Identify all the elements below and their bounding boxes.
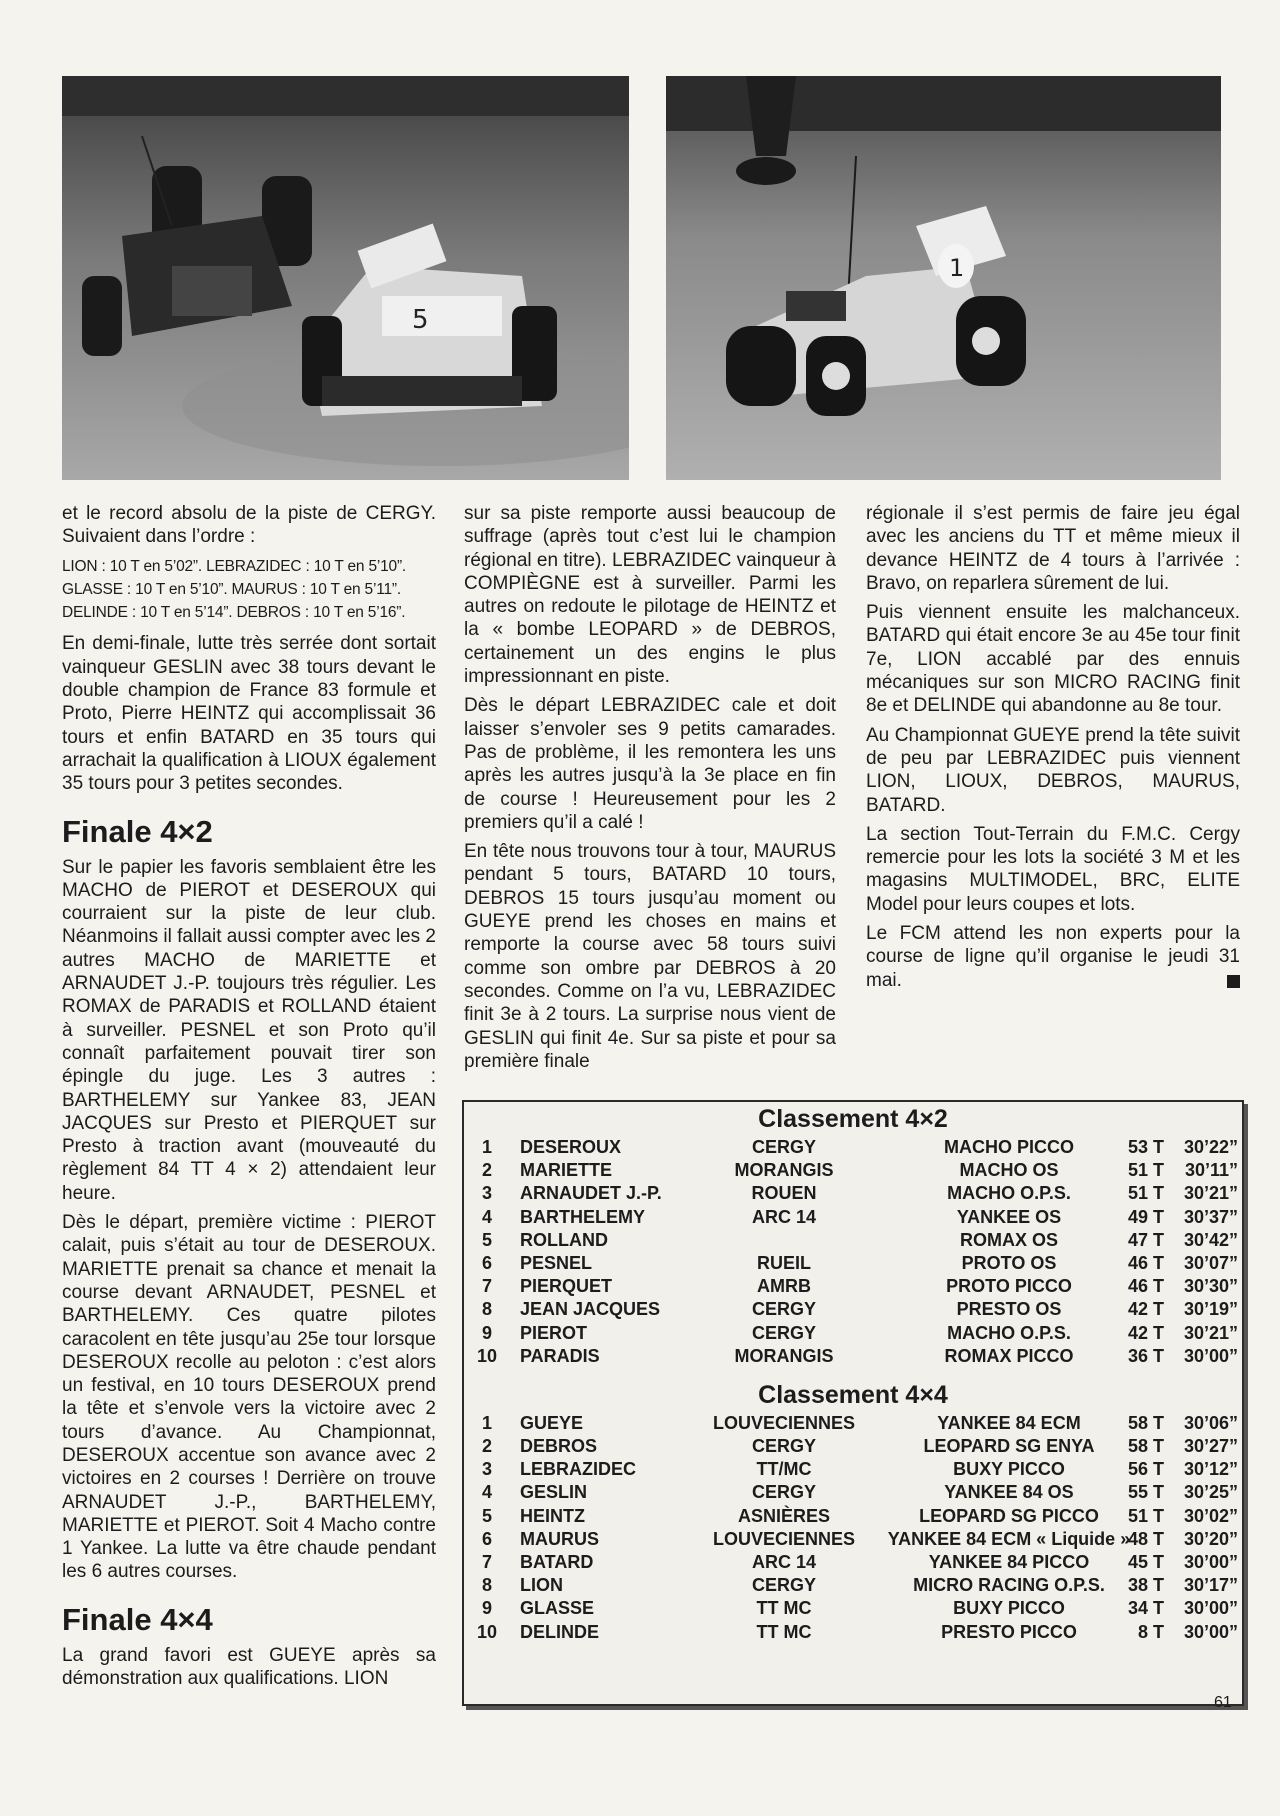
time-cell: 30’37” — [1183, 1206, 1238, 1227]
name-cell: DELINDE — [520, 1621, 600, 1642]
name-cell: BATARD — [520, 1552, 594, 1572]
name-cell: PIEROT — [520, 1322, 588, 1343]
club-cell: CERGY — [751, 1436, 816, 1457]
laps-cell: 51 T — [1127, 1183, 1164, 1204]
rank-cell: 2 — [481, 1160, 492, 1181]
time-cell: 30’21” — [1183, 1183, 1238, 1204]
end-of-article-mark — [1227, 975, 1240, 988]
rank-cell: 6 — [481, 1528, 492, 1549]
club-cell: ASNIÈRES — [737, 1505, 831, 1526]
heading-finale-4x2: Finale 4×2 — [62, 813, 213, 849]
time-cell: 30’12” — [1183, 1459, 1238, 1480]
paragraph: Sur le papier les favoris semblaient être les MACHO de PIEROT et DESEROUX qui courraient sur la piste de leur club. Néanmoins il fallait aussi compter avec les 2 autres MACHO de MARIETTE et ARNAUDET J.-P. toujours très régulier. Les ROMAX de PARADIS et ROLLAND étaient à surveiller. PESNEL et son Proto qu’il connaît parfaitement pouvait tirer son épingle du juge. Les 3 autres : BARTHELEMY sur Yankee 83, JEAN JACQUES sur Presto et PIERQUET sur Presto à traction avant (mouveauté du règlement 84 TT 4 × 2) attendaient leur heure. — [62, 856, 436, 1204]
table-row — [464, 1252, 1242, 1275]
page-number: 61 — [1214, 1694, 1232, 1711]
rank-cell: 5 — [481, 1229, 492, 1250]
rank-cell: 10 — [476, 1345, 498, 1366]
club-cell: AMRB — [757, 1276, 811, 1297]
qualification-line: GLASSE : 10 T en 5’10”. MAURUS : 10 T en 5’11”. — [62, 580, 401, 598]
name-cell: DEBROS — [520, 1436, 598, 1457]
time-cell: 30’22” — [1183, 1137, 1238, 1157]
laps-cell: 49 T — [1127, 1206, 1164, 1227]
paragraph: Dès le départ, première victime : PIEROT calait, puis s’était au tour de DESEROUX. MARIETTE prenait sa chance et menait la course devant ARNAUDET, PESNEL et BARTHELEMY. Ces quatre pilotes caracolent en tête jusqu’au 25e tour lorsque DESEROUX recolle au peloton : c’est alors un festival, en 10 tours DESEROUX prend la tête et s’envole vers la victoire avec 2 tours d’avance. Au Championnat, DESEROUX accentue son avance avec 2 victoires en 2 courses ! Derrière on trouve ARNAUDET J.-P., BARTHELEMY, MARIETTE et PIEROT. Soit 4 Macho contre 1 Yankee. La lutte va être chaude pendant les 6 autres courses. — [62, 1212, 436, 1583]
table-row — [464, 1275, 1242, 1298]
laps-cell: 58 T — [1127, 1412, 1164, 1433]
model-cell: LEOPARD SG ENYA — [923, 1436, 1095, 1457]
model-cell: MACHO O.P.S. — [947, 1183, 1071, 1204]
club-cell: CERGY — [751, 1575, 816, 1596]
time-cell: 30’42” — [1183, 1229, 1238, 1250]
name-cell: GLASSE — [520, 1598, 595, 1619]
club-cell: CERGY — [751, 1322, 816, 1343]
model-cell: MACHO OS — [959, 1160, 1059, 1181]
laps-cell: 45 T — [1127, 1552, 1164, 1572]
model-cell: MACHO PICCO — [944, 1137, 1074, 1157]
time-cell: 30’02” — [1183, 1505, 1238, 1526]
laps-cell: 55 T — [1127, 1482, 1164, 1503]
laps-cell: 47 T — [1127, 1229, 1164, 1250]
rank-cell: 2 — [481, 1436, 492, 1457]
club-cell: LOUVECIENNES — [712, 1528, 856, 1549]
rank-cell: 1 — [481, 1137, 492, 1157]
table-row — [464, 1528, 1242, 1551]
club-cell: MORANGIS — [734, 1160, 834, 1181]
time-cell: 30’30” — [1183, 1276, 1238, 1297]
photo-buggy-number-one-image — [666, 76, 1221, 480]
laps-cell: 51 T — [1127, 1160, 1164, 1181]
paragraph: La grand favori est GUEYE après sa démonstration aux qualifications. LION — [62, 1644, 436, 1690]
paragraph: régionale il s’est permis de faire jeu égal avec les anciens du TT et même mieux il devance HEINTZ de 4 tours à l’arrivée : Bravo, on reparlera sûrement de lui. — [866, 503, 1240, 594]
time-cell: 30’00” — [1183, 1621, 1238, 1642]
model-cell: YANKEE 84 ECM — [937, 1412, 1081, 1433]
model-cell: YANKEE 84 PICCO — [928, 1552, 1090, 1572]
rank-cell: 10 — [476, 1621, 498, 1642]
club-cell: ARC 14 — [751, 1206, 817, 1227]
rank-cell: 1 — [481, 1412, 492, 1433]
club-cell: ARC 14 — [751, 1552, 817, 1572]
results-rows-4x4 — [464, 1412, 1242, 1644]
name-cell: PIERQUET — [520, 1276, 613, 1297]
laps-cell: 46 T — [1127, 1276, 1164, 1297]
time-cell: 30’00” — [1183, 1345, 1238, 1366]
rank-cell: 3 — [481, 1459, 492, 1480]
laps-cell: 36 T — [1127, 1345, 1164, 1366]
rank-cell: 8 — [481, 1575, 492, 1596]
name-cell: GUEYE — [520, 1412, 584, 1433]
club-cell: LOUVECIENNES — [712, 1412, 856, 1433]
laps-cell: 56 T — [1127, 1459, 1164, 1480]
time-cell: 30’07” — [1183, 1252, 1238, 1273]
model-cell: ROMAX OS — [959, 1229, 1058, 1250]
model-cell: LEOPARD SG PICCO — [919, 1505, 1099, 1526]
club-cell: ROUEN — [751, 1183, 817, 1204]
rank-cell: 3 — [481, 1183, 492, 1204]
paragraph: En tête nous trouvons tour à tour, MAURUS pendant 5 tours, BATARD 10 tours, DEBROS 15 tours jusqu’au moment ou GUEYE prend les choses en mains et remporte la course avec 58 tours suivi comme son ombre par DEBROS à 20 secondes. Comme on l’a vu, LEBRAZIDEC finit 3e à 2 tours. La surprise nous vient de GESLIN qui finit 4e. Sur sa piste et pour sa première finale — [464, 841, 836, 1072]
table-row — [464, 1551, 1242, 1574]
table-row — [464, 1597, 1242, 1620]
laps-cell: 53 T — [1127, 1137, 1164, 1157]
paragraph — [866, 922, 1240, 992]
rank-cell: 9 — [481, 1322, 492, 1343]
name-cell: MAURUS — [520, 1528, 599, 1549]
model-cell: BUXY PICCO — [953, 1598, 1065, 1619]
photo-buggies-jumping-image — [62, 76, 629, 480]
time-cell: 30’20” — [1183, 1528, 1238, 1549]
time-cell: 30’06” — [1183, 1412, 1238, 1433]
laps-cell: 8 T — [1137, 1621, 1164, 1642]
results-table — [462, 1100, 1244, 1706]
table-row — [464, 1206, 1242, 1229]
heading-finale-4x4: Finale 4×4 — [62, 1601, 213, 1637]
rank-cell: 4 — [481, 1482, 492, 1503]
paragraph: sur sa piste remporte aussi beaucoup de suffrage (après tout c’est lui le champion régional en titre). LEBRAZIDEC vainqueur à COMPIÈGNE est à surveiller. Parmi les autres on redoute le pilotage de HEINTZ et la « bombe LEOPARD » de DEBROS, certainement un des engins le plus impressionnant en piste. — [464, 503, 836, 688]
rank-cell: 6 — [481, 1252, 492, 1273]
model-cell: YANKEE 84 ECM « Liquide » — [887, 1528, 1131, 1549]
name-cell: PARADIS — [520, 1345, 600, 1366]
name-cell: DESEROUX — [520, 1137, 622, 1157]
table-row — [464, 1298, 1242, 1321]
time-cell: 30’00” — [1183, 1552, 1238, 1572]
model-cell: YANKEE OS — [956, 1206, 1062, 1227]
time-cell: 30’25” — [1183, 1482, 1238, 1503]
model-cell: ROMAX PICCO — [944, 1345, 1074, 1366]
paragraph-text: Le FCM attend les non experts pour la course de ligne qu’il organise le jeudi 31 mai. — [866, 923, 1240, 991]
results-title-4x2: Classement 4×2 — [758, 1105, 948, 1133]
model-cell: BUXY PICCO — [953, 1459, 1065, 1480]
club-cell: CERGY — [751, 1299, 816, 1320]
table-row — [464, 1481, 1242, 1504]
paragraph: La section Tout-Terrain du F.M.C. Cergy remercie pour les lots la société 3 M et les magasins MULTIMODEL, BRC, ELITE Model pour leurs coupes et lots. — [866, 823, 1240, 915]
results-rows-4x2 — [464, 1136, 1242, 1368]
photo-buggies-jumping — [62, 76, 629, 480]
article-column-right — [866, 502, 1240, 998]
paragraph: Puis viennent ensuite les malchanceux. BATARD qui était encore 3e au 45e tour finit 7e, LION accablé par des ennuis mécaniques sur son MICRO RACING finit 8e et DELINDE qui abandonne au 8e tour. — [866, 602, 1240, 717]
paragraph: En demi-finale, lutte très serrée dont sortait vainqueur GESLIN avec 38 tours devant le double champion de France 83 formule et Proto, Pierre HEINTZ qui accomplissait 36 tours et enfin BATARD en 35 tours qui arrachait la qualification à LIOUX également 35 tours pour 3 petites secondes. — [62, 633, 436, 795]
table-row — [464, 1159, 1242, 1182]
model-cell: PROTO OS — [961, 1252, 1057, 1273]
name-cell: MARIETTE — [520, 1160, 612, 1181]
model-cell: PRESTO OS — [956, 1299, 1062, 1320]
qualification-times — [62, 555, 436, 625]
club-cell: CERGY — [751, 1482, 816, 1503]
table-row — [464, 1229, 1242, 1252]
laps-cell: 42 T — [1127, 1322, 1164, 1343]
time-cell: 30’00” — [1183, 1598, 1238, 1619]
time-cell: 30’17” — [1183, 1575, 1238, 1596]
table-row — [464, 1435, 1242, 1458]
svg-text:1: 1 — [949, 254, 965, 282]
laps-cell: 58 T — [1127, 1436, 1164, 1457]
club-cell: MORANGIS — [734, 1345, 834, 1366]
club-cell: CERGY — [751, 1137, 816, 1157]
club-cell: TT/MC — [756, 1459, 812, 1480]
table-row — [464, 1458, 1242, 1481]
rank-cell: 7 — [481, 1276, 492, 1297]
model-cell: PRESTO PICCO — [941, 1621, 1077, 1642]
rank-cell: 7 — [481, 1552, 492, 1572]
qualification-line: DELINDE : 10 T en 5’14”. DEBROS : 10 T en 5’16”. — [62, 604, 406, 622]
photo-buggy-number-one — [666, 76, 1221, 480]
time-cell: 30’27” — [1183, 1436, 1238, 1457]
rank-cell: 9 — [481, 1598, 492, 1619]
table-row — [464, 1412, 1242, 1435]
table-row — [464, 1505, 1242, 1528]
rank-cell: 4 — [481, 1206, 492, 1227]
laps-cell: 48 T — [1127, 1528, 1164, 1549]
name-cell: PESNEL — [520, 1252, 593, 1273]
model-cell: YANKEE 84 OS — [944, 1482, 1074, 1503]
table-row — [464, 1136, 1242, 1159]
name-cell: HEINTZ — [520, 1505, 585, 1526]
paragraph: Au Championnat GUEYE prend la tête suivit de peu par LEBRAZIDEC puis viennent LION, LIOUX, DEBROS, MAURUS, BATARD. — [866, 724, 1240, 816]
laps-cell: 34 T — [1127, 1598, 1164, 1619]
laps-cell: 51 T — [1127, 1505, 1164, 1526]
name-cell: GESLIN — [520, 1482, 588, 1503]
table-row — [464, 1621, 1242, 1644]
time-cell: 30’21” — [1183, 1322, 1238, 1343]
svg-text:5: 5 — [412, 305, 429, 335]
time-cell: 30’19” — [1183, 1299, 1238, 1320]
table-row — [464, 1574, 1242, 1597]
name-cell: ROLLAND — [520, 1229, 608, 1250]
article-column-middle — [464, 502, 836, 1079]
model-cell: MICRO RACING O.P.S. — [913, 1575, 1105, 1596]
name-cell: LEBRAZIDEC — [520, 1459, 636, 1480]
name-cell: JEAN JACQUES — [520, 1299, 661, 1320]
name-cell: ARNAUDET J.-P. — [520, 1183, 662, 1204]
model-cell: PROTO PICCO — [946, 1276, 1072, 1297]
laps-cell: 46 T — [1127, 1252, 1164, 1273]
qualification-line: LION : 10 T en 5’02”. LEBRAZIDEC : 10 T en 5’10”. — [62, 557, 407, 575]
rank-cell: 5 — [481, 1505, 492, 1526]
name-cell: LION — [520, 1575, 563, 1596]
model-cell: MACHO O.P.S. — [947, 1322, 1071, 1343]
laps-cell: 38 T — [1127, 1575, 1164, 1596]
time-cell: 30’11” — [1184, 1160, 1238, 1181]
table-row — [464, 1182, 1242, 1205]
laps-cell: 42 T — [1127, 1299, 1164, 1320]
table-row — [464, 1322, 1242, 1345]
name-cell: BARTHELEMY — [520, 1206, 645, 1227]
results-title-4x4: Classement 4×4 — [758, 1380, 948, 1409]
paragraph: Dès le départ LEBRAZIDEC cale et doit laisser s’envoler ses 9 petits camarades. Pas de problème, il les remontera les uns après les autres jusqu’à la 3e place en fin de course ! Heureusement pour les 2 premiers qu’il a calé ! — [464, 695, 836, 833]
club-cell: TT MC — [756, 1621, 812, 1642]
article-column-left — [62, 502, 436, 1696]
table-row — [464, 1345, 1242, 1368]
rank-cell: 8 — [481, 1299, 492, 1320]
paragraph: et le record absolu de la piste de CERGY. Suivaient dans l’ordre : — [62, 503, 436, 548]
club-cell: TT MC — [756, 1598, 812, 1619]
club-cell: RUEIL — [757, 1252, 811, 1273]
